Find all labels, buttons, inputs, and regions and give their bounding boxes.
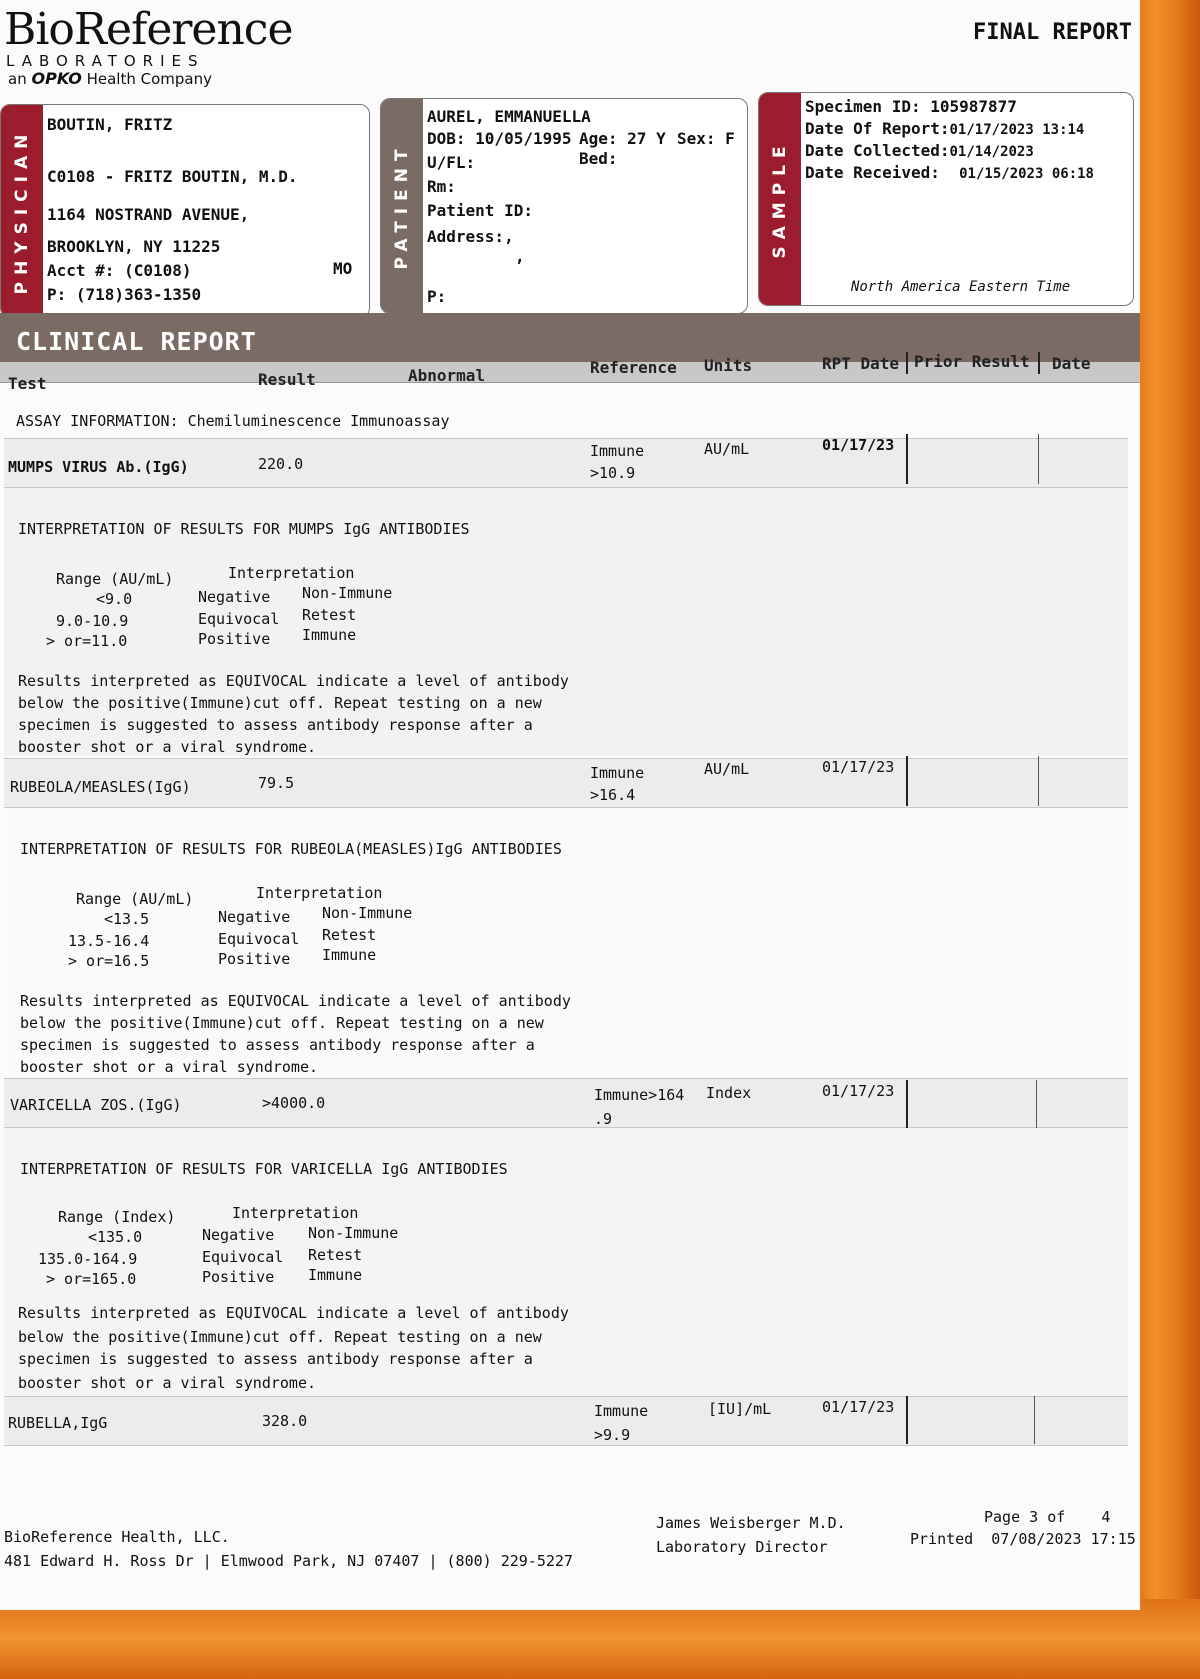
- physician-side-label: PHYSICIAN: [1, 105, 43, 317]
- background-bottom-edge: [0, 1599, 1200, 1679]
- row-divider: [906, 1396, 908, 1444]
- test-units: AU/mL: [704, 440, 750, 458]
- lab-director-name: James Weisberger M.D.: [656, 1514, 846, 1532]
- physician-street: 1164 NOSTRAND AVENUE,: [47, 205, 250, 224]
- interp-header: Interpretation: [256, 884, 383, 902]
- test-name: MUMPS VIRUS Ab.(IgG): [8, 458, 189, 476]
- range-meaning: Immune: [322, 946, 377, 964]
- interpretation-note: Results interpreted as EQUIVOCAL indicate a level of antibody: [20, 992, 571, 1010]
- range-value: 9.0-10.9: [56, 612, 129, 630]
- range-value: <135.0: [88, 1228, 143, 1246]
- range-header: Range (AU/mL): [76, 890, 194, 908]
- interpretation-note: Results interpreted as EQUIVOCAL indicate a level of antibody: [18, 672, 569, 690]
- col-prior-result: Prior Result: [914, 352, 1030, 371]
- date-collected: Date Collected:01/14/2023: [805, 141, 1034, 160]
- rubella-row-band: [4, 1396, 1128, 1446]
- patient-box: [380, 98, 748, 314]
- interpretation-title: INTERPRETATION OF RESULTS FOR MUMPS IgG ANTIBODIES: [18, 520, 470, 538]
- interpretation-note: booster shot or a viral syndrome.: [18, 738, 317, 756]
- col-date: Date: [1052, 354, 1091, 373]
- test-reference: Immune: [590, 764, 645, 782]
- interp-header: Interpretation: [228, 564, 355, 582]
- range-value: > or=11.0: [46, 632, 128, 650]
- range-result: Negative: [202, 1226, 275, 1244]
- logo-tag-suffix: Health Company: [86, 70, 212, 88]
- test-reference: Immune>164: [594, 1086, 685, 1104]
- interpretation-note: below the positive(Immune)cut off. Repeat testing on a new: [18, 694, 542, 712]
- interpretation-note: specimen is suggested to assess antibody response after a: [18, 716, 533, 734]
- row-divider: [906, 434, 908, 484]
- logo-sub: LABORATORIES: [6, 52, 205, 70]
- patient-age: Age: 27 Y: [579, 129, 666, 148]
- assay-information: ASSAY INFORMATION: Chemiluminescence Immunoassay: [16, 412, 450, 430]
- range-header: Range (Index): [58, 1208, 176, 1226]
- patient-phone: P:: [427, 287, 447, 306]
- col-reference: Reference: [590, 358, 677, 377]
- range-meaning: Non-Immune: [308, 1224, 399, 1242]
- patient-address: Address:,: [427, 227, 514, 246]
- bioreference-logo: [4, 4, 293, 88]
- col-abnormal: Abnormal: [408, 366, 486, 385]
- patient-sex: Sex: F: [677, 129, 735, 148]
- test-reference: Immune: [594, 1402, 649, 1420]
- range-value: > or=165.0: [46, 1270, 137, 1288]
- range-value: <9.0: [96, 590, 133, 608]
- row-divider: [1036, 1080, 1037, 1128]
- row-divider: [1038, 434, 1039, 484]
- test-name: VARICELLA ZOS.(IgG): [10, 1096, 182, 1114]
- range-meaning: Non-Immune: [302, 584, 393, 602]
- physician-acct: Acct #: (C0108): [47, 261, 192, 280]
- col-units: Units: [704, 356, 753, 375]
- interp-header: Interpretation: [232, 1204, 359, 1222]
- sample-side-label: SAMPLE: [759, 93, 801, 305]
- col-result: Result: [258, 370, 316, 389]
- interpretation-note: specimen is suggested to assess antibody response after a: [18, 1350, 533, 1368]
- test-name: RUBELLA,IgG: [8, 1414, 108, 1432]
- range-value: > or=16.5: [68, 952, 150, 970]
- physician-box: [0, 104, 370, 318]
- range-result: Positive: [202, 1268, 275, 1286]
- range-meaning: Retest: [302, 606, 357, 624]
- range-result: Negative: [218, 908, 291, 926]
- patient-name: AUREL, EMMANUELLA: [427, 107, 591, 126]
- physician-mo: MO: [333, 259, 353, 278]
- range-value: 13.5-16.4: [68, 932, 150, 950]
- range-meaning: Immune: [302, 626, 357, 644]
- range-result: Positive: [198, 630, 271, 648]
- interpretation-note: specimen is suggested to assess antibody response after a: [20, 1036, 535, 1054]
- range-value: <13.5: [104, 910, 150, 928]
- test-reference-range: .9: [594, 1110, 613, 1128]
- patient-side-label: PATIENT: [381, 99, 423, 313]
- test-rpt-date: 01/17/23: [822, 436, 895, 454]
- col-divider-1: [906, 352, 908, 374]
- row-divider: [906, 756, 908, 806]
- logo-tagline: [8, 70, 292, 88]
- row-divider: [1038, 756, 1039, 806]
- lab-director-title: Laboratory Director: [656, 1538, 828, 1556]
- interpretation-title: INTERPRETATION OF RESULTS FOR RUBEOLA(MEASLES)IgG ANTIBODIES: [20, 840, 562, 858]
- interpretation-note: below the positive(Immune)cut off. Repeat testing on a new: [20, 1014, 544, 1032]
- range-result: Negative: [198, 588, 271, 606]
- col-test: Test: [8, 374, 47, 393]
- test-result: 79.5: [258, 774, 295, 792]
- test-rpt-date: 01/17/23: [822, 1398, 895, 1416]
- test-result: >4000.0: [262, 1094, 326, 1112]
- range-result: Equivocal: [198, 610, 280, 628]
- patient-room: Rm:: [427, 177, 456, 196]
- date-received: Date Received: 01/15/2023 06:18: [805, 163, 1094, 182]
- test-name: RUBEOLA/MEASLES(IgG): [10, 778, 191, 796]
- test-reference-range: >16.4: [590, 786, 636, 804]
- sample-box: [758, 92, 1134, 306]
- row-divider: [906, 1080, 908, 1128]
- physician-city: BROOKLYN, NY 11225: [47, 237, 221, 256]
- logo-name: BioReference: [4, 4, 293, 55]
- specimen-id: Specimen ID: 105987877: [805, 97, 1017, 116]
- range-meaning: Retest: [322, 926, 377, 944]
- range-meaning: Immune: [308, 1266, 363, 1284]
- row-divider: [1034, 1396, 1035, 1444]
- test-reference-range: >9.9: [594, 1426, 631, 1444]
- sample-timezone: North America Eastern Time: [851, 279, 1071, 295]
- interpretation-note: Results interpreted as EQUIVOCAL indicate a level of antibody: [18, 1304, 569, 1322]
- test-reference: Immune: [590, 442, 645, 460]
- range-result: Equivocal: [218, 930, 300, 948]
- footer-address: 481 Edward H. Ross Dr | Elmwood Park, NJ 07407 | (800) 229-5227: [4, 1552, 573, 1570]
- test-result: 328.0: [262, 1412, 308, 1430]
- test-result: 220.0: [258, 455, 304, 473]
- date-of-report: Date Of Report:01/17/2023 13:14: [805, 119, 1085, 138]
- footer-company: BioReference Health, LLC.: [4, 1528, 230, 1546]
- patient-id: Patient ID:: [427, 201, 533, 220]
- test-units: AU/mL: [704, 760, 750, 778]
- printed-date: Printed 07/08/2023 17:15: [910, 1530, 1136, 1548]
- physician-phone: P: (718)363-1350: [47, 285, 202, 304]
- col-rpt-date: RPT Date: [822, 354, 900, 373]
- range-meaning: Non-Immune: [322, 904, 413, 922]
- page-number: Page 3 of 4: [984, 1508, 1111, 1526]
- logo-tag-prefix: an: [8, 70, 27, 88]
- range-result: Equivocal: [202, 1248, 284, 1266]
- col-divider-2: [1038, 352, 1040, 374]
- test-rpt-date: 01/17/23: [822, 758, 895, 776]
- clinical-report-title: CLINICAL REPORT: [16, 327, 257, 356]
- test-rpt-date: 01/17/23: [822, 1082, 895, 1100]
- patient-ufl: U/FL:: [427, 153, 476, 172]
- physician-name: BOUTIN, FRITZ: [47, 115, 173, 134]
- interpretation-title: INTERPRETATION OF RESULTS FOR VARICELLA IgG ANTIBODIES: [20, 1160, 508, 1178]
- test-reference-range: >10.9: [590, 464, 636, 482]
- range-value: 135.0-164.9: [38, 1250, 138, 1268]
- patient-bed: Bed:: [579, 149, 618, 168]
- range-meaning: Retest: [308, 1246, 363, 1264]
- range-result: Positive: [218, 950, 291, 968]
- range-header: Range (AU/mL): [56, 570, 174, 588]
- interpretation-note: booster shot or a viral syndrome.: [18, 1374, 317, 1392]
- patient-address-line2: ,: [515, 247, 525, 266]
- patient-dob: DOB: 10/05/1995: [427, 129, 572, 148]
- physician-code: C0108 - FRITZ BOUTIN, M.D.: [47, 167, 298, 186]
- test-units: [IU]/mL: [708, 1400, 772, 1418]
- test-units: Index: [706, 1084, 752, 1102]
- interpretation-note: below the positive(Immune)cut off. Repeat testing on a new: [18, 1328, 542, 1346]
- interpretation-note: booster shot or a viral syndrome.: [20, 1058, 319, 1076]
- report-status: FINAL REPORT: [973, 20, 1132, 45]
- logo-tag-brand: OPKO: [31, 69, 82, 88]
